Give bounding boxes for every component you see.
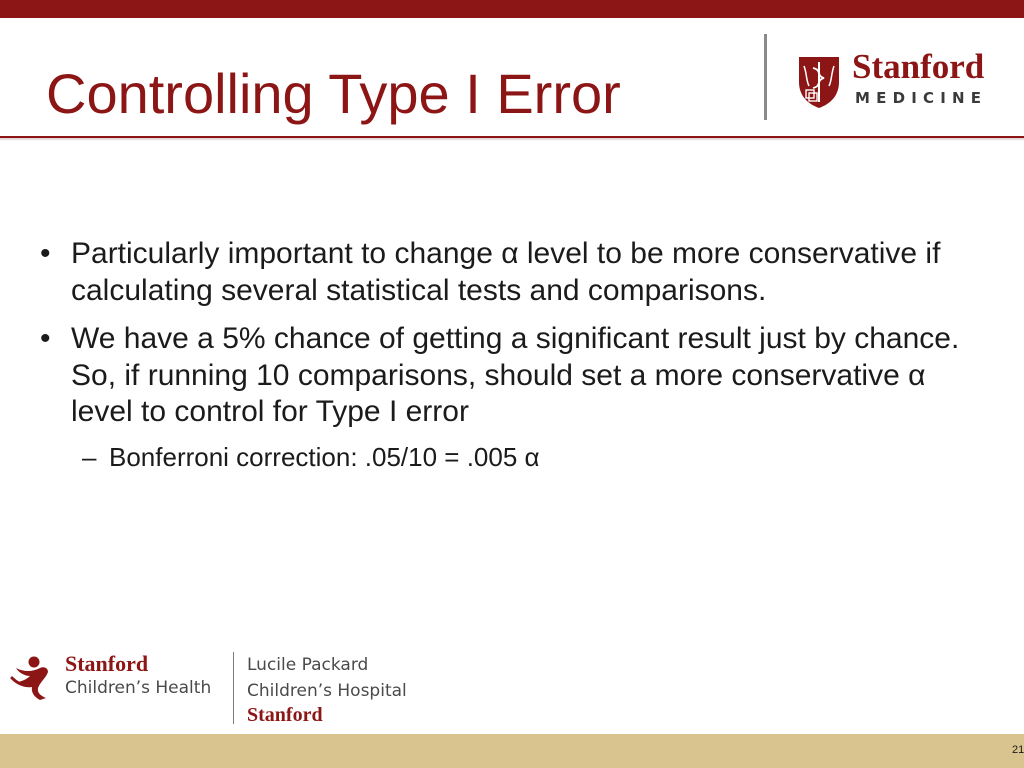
sub-bullet-marker: – [82, 441, 97, 472]
stanford-medicine-logo [764, 34, 1004, 122]
bullet-item [40, 321, 980, 431]
bullet-marker: • [40, 237, 51, 270]
lpch-wordmark-line1: Lucile Packard [247, 655, 369, 675]
top-accent-bar [0, 0, 1024, 18]
bottom-accent-bar [0, 734, 1024, 768]
sub-bullet-item [40, 441, 980, 473]
stanford-childrens-health-icon [10, 654, 54, 702]
stanford-wordmark: Stanford [852, 47, 985, 86]
medicine-wordmark: MEDICINE [855, 89, 988, 107]
stanford-childrens-wordmark: Stanford [65, 651, 149, 676]
footer-logos [10, 650, 430, 730]
bullet-item [40, 236, 980, 309]
lpch-wordmark-line2: Children’s Hospital [247, 681, 407, 701]
bullet-text: Particularly important to change α level to be more conservative if calculating several statistical tests and comparisons. [71, 237, 941, 307]
sub-bullet-text: Bonferroni correction: .05/10 = .005 α [109, 441, 540, 472]
page-number: 21 [1012, 744, 1024, 756]
slide-body [40, 236, 980, 473]
slide-title: Controlling Type I Error [46, 62, 621, 125]
logo-divider [764, 34, 767, 120]
bullet-marker: • [40, 322, 51, 355]
footer-logo-divider [233, 652, 234, 724]
childrens-health-wordmark: Children’s Health [65, 678, 212, 698]
title-underline-shadow [0, 138, 1024, 141]
bullet-text: We have a 5% chance of getting a significant result just by chance. So, if running 10 comparisons, should set a more conservative α level to control for Type I error [71, 322, 960, 428]
stanford-medicine-shield-icon [796, 54, 842, 110]
lpch-wordmark-line3: Stanford [247, 704, 323, 726]
